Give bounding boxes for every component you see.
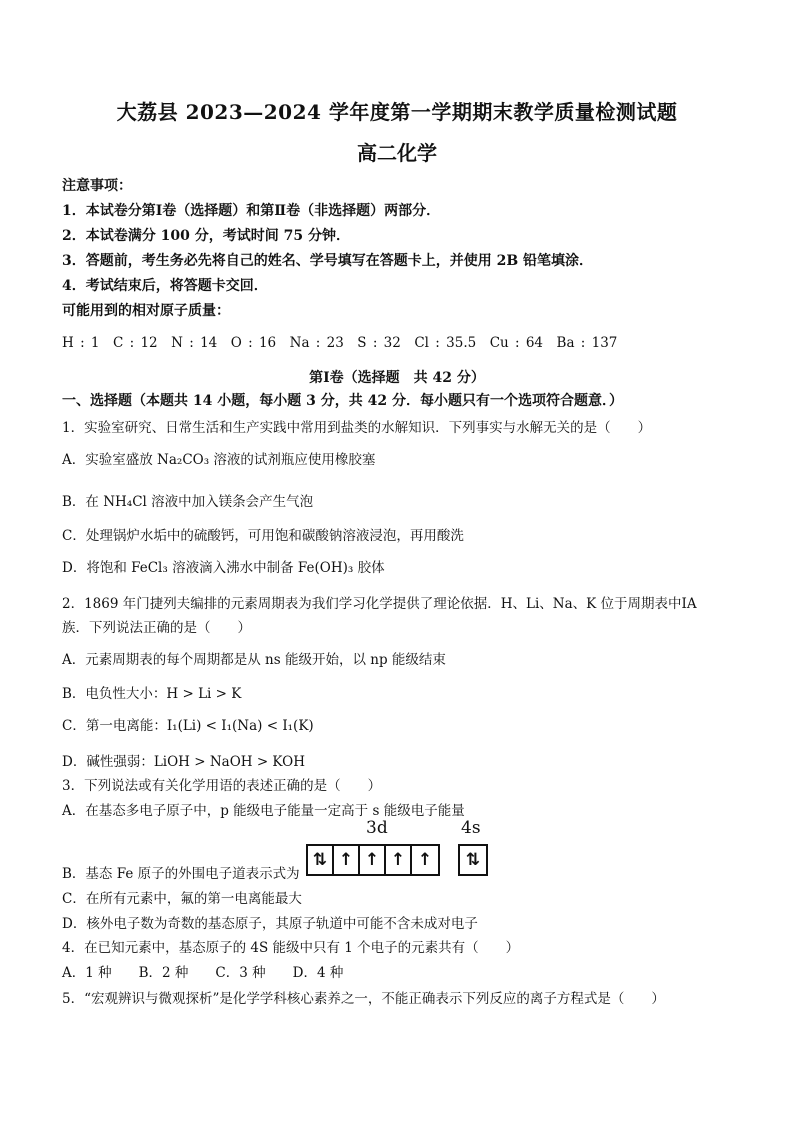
notice-heading: 注意事项： — [62, 178, 132, 194]
section-heading: 一、选择题（本题共 14 小题，每小题 3 分，共 42 分．每小题只有一个选项符合题意．） — [62, 393, 623, 409]
part1-heading: 第Ⅰ卷（选择题 共 42 分） — [309, 370, 485, 386]
orbital-cell-single: ↑ — [417, 850, 433, 870]
orbital-cell-single: ↑ — [360, 846, 386, 874]
question-5-stem: 5．“宏观辨识与微观探析”是化学学科核心素养之一，不能正确表示下列反应的离子方程式是（ ） — [62, 991, 665, 1007]
question-1-option-b: B．在 NH₄Cl 溶液中加入镁条会产生气泡 — [62, 494, 314, 510]
notice-item-2: 2．本试卷满分 100 分，考试时间 75 分钟． — [62, 228, 350, 244]
orbital-label-3d: 3d — [366, 818, 388, 838]
notice-item-3: 3．答题前，考生务必先将自己的姓名、学号填写在答题卡上，并使用 2B 铅笔填涂． — [62, 253, 594, 269]
exam-subject: 高二化学 — [357, 141, 437, 165]
question-3-stem: 3．下列说法或有关化学用语的表述正确的是（ ） — [62, 778, 382, 794]
orbital-cell-paired: ⇅ — [308, 846, 334, 874]
atomic-mass-list: H : 1 C : 12 N : 14 O : 16 Na : 23 S : 32 Cl : 35.5 Cu : 64 Ba : 137 — [62, 335, 618, 351]
notice-item-1: 1．本试卷分第Ⅰ卷（选择题）和第Ⅱ卷（非选择题）两部分． — [62, 203, 441, 219]
notice-item-4: 4．考试结束后，将答题卡交回． — [62, 278, 268, 294]
question-3-option-a: A．在基态多电子原子中，p 能级电子能量一定高于 s 能级电子能量 — [62, 803, 465, 819]
question-3-option-d: D．核外电子数为奇数的基态原子，其原子轨道中可能不含未成对电子 — [62, 916, 478, 932]
question-2-stem-line1: 2．1869 年门捷列夫编排的元素周期表为我们学习化学提供了理论依据．H、Li、Na、K 位于周期表中ⅠA — [62, 596, 697, 612]
question-4-options: A．1 种 B．2 种 C．3 种 D．4 种 — [62, 965, 344, 981]
question-2-option-a: A．元素周期表的每个周期都是从 ns 能级开始，以 np 能级结束 — [62, 652, 446, 668]
orbital-cell-paired: ⇅ — [465, 850, 481, 870]
orbital-box-4s — [458, 844, 488, 876]
orbital-cell-single: ↑ — [334, 846, 360, 874]
question-3-option-c: C．在所有元素中，氟的第一电离能最大 — [62, 891, 302, 907]
orbital-cell-single: ↑ — [386, 846, 412, 874]
exam-title: 大荔县 2023—2024 学年度第一学期期末教学质量检测试题 — [116, 100, 678, 124]
question-2-option-c: C．第一电离能：I₁(Li) < I₁(Na) < I₁(K) — [62, 718, 314, 734]
question-1-option-a: A．实验室盛放 Na₂CO₃ 溶液的试剂瓶应使用橡胶塞 — [62, 452, 376, 468]
orbital-label-4s: 4s — [461, 818, 481, 838]
atomic-mass-heading: 可能用到的相对原子质量： — [62, 303, 230, 319]
question-2-stem-line2: 族．下列说法正确的是（ ） — [62, 620, 251, 636]
question-1-stem: 1．实验室研究、日常生活和生产实践中常用到盐类的水解知识．下列事实与水解无关的是（ ） — [62, 420, 652, 436]
question-2-option-d: D．碱性强弱：LiOH > NaOH > KOH — [62, 754, 305, 770]
question-1-option-c: C．处理锅炉水垢中的硫酸钙，可用饱和碳酸钠溶液浸泡，再用酸洗 — [62, 528, 464, 544]
question-4-stem: 4．在已知元素中，基态原子的 4S 能级中只有 1 个电子的元素共有（ ） — [62, 940, 520, 956]
orbital-box-3d — [306, 844, 440, 876]
question-1-option-d: D．将饱和 FeCl₃ 溶液滴入沸水中制备 Fe(OH)₃ 胶体 — [62, 560, 385, 576]
question-2-option-b: B．电负性大小：H > Li > K — [62, 686, 242, 702]
question-3-option-b: B．基态 Fe 原子的外围电子道表示式为 — [62, 866, 300, 882]
